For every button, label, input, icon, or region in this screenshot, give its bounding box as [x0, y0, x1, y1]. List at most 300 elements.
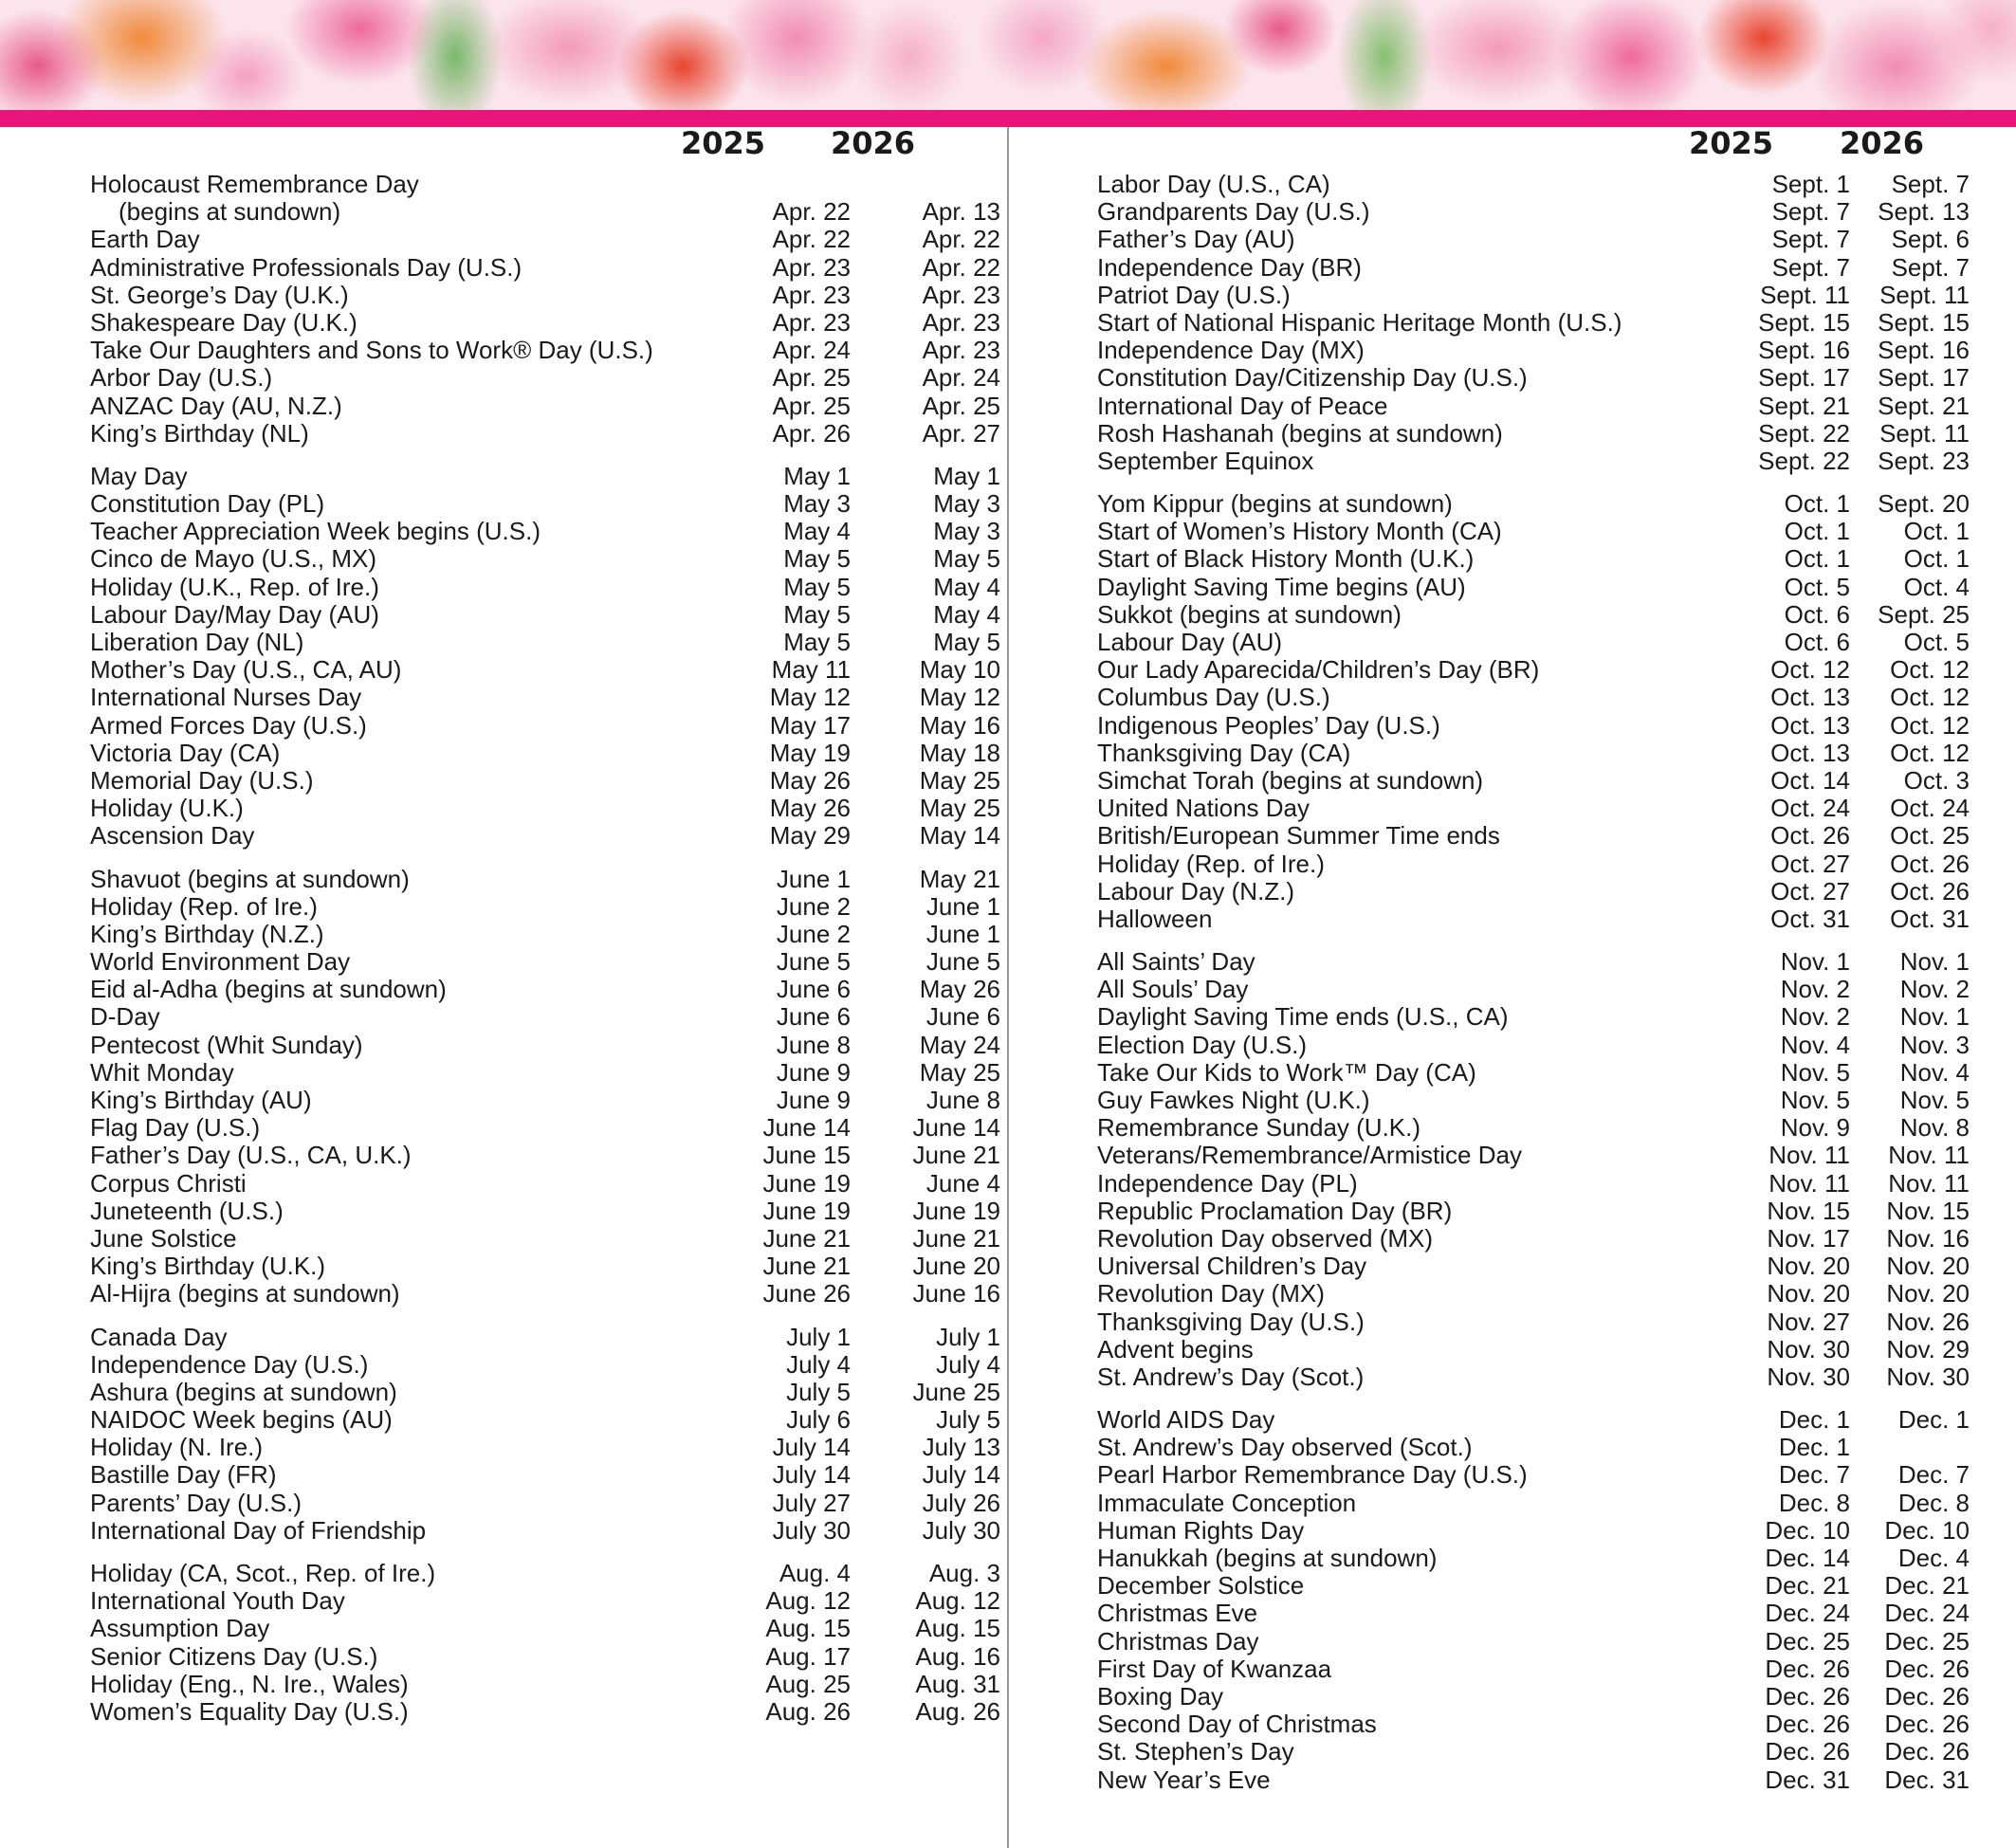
holiday-row: [90, 197, 1000, 227]
date-2026: Nov. 4: [1899, 1057, 1970, 1087]
holiday-row: [1097, 1168, 1970, 1198]
date-2026: Oct. 12: [1890, 655, 1970, 685]
date-2026: Sept. 13: [1878, 197, 1970, 227]
date-2025: Oct. 13: [1770, 710, 1850, 740]
holiday-row: [1097, 1544, 1970, 1572]
holiday-row: [90, 280, 1000, 309]
date-2026: Apr. 22: [922, 252, 1000, 282]
holiday-row: [1097, 225, 1970, 254]
date-2026: June 1: [926, 891, 1000, 921]
holiday-row: [1097, 544, 1970, 574]
holiday-name: Our Lady Aparecida/Children’s Day (BR): [1097, 655, 1540, 685]
date-2025: Apr. 26: [772, 418, 851, 448]
date-2026: Nov. 15: [1886, 1196, 1970, 1225]
date-2026: Oct. 26: [1890, 876, 1970, 906]
holiday-row: [1097, 599, 1970, 629]
date-2025: Nov. 30: [1767, 1362, 1850, 1391]
date-2025: Oct. 27: [1770, 849, 1850, 878]
date-2026: Oct. 31: [1890, 904, 1970, 933]
holiday-name: Yom Kippur (begins at sundown): [1097, 489, 1453, 519]
date-2026: Oct. 1: [1903, 517, 1970, 546]
holiday-name: Republic Proclamation Day (BR): [1097, 1196, 1453, 1225]
holiday-row: [1097, 446, 1970, 475]
holiday-name: Flag Day (U.S.): [90, 1113, 261, 1143]
date-2025: June 5: [776, 947, 851, 977]
date-2025: Apr. 23: [772, 280, 851, 309]
holiday-name: Constitution Day/Citizenship Day (U.S.): [1097, 363, 1528, 393]
date-2025: June 6: [776, 1002, 851, 1032]
date-2025: July 27: [772, 1488, 851, 1517]
holiday-name: Start of Black History Month (U.K.): [1097, 544, 1475, 574]
holiday-row: [90, 225, 1000, 254]
holiday-row: [90, 1168, 1000, 1198]
holiday-name: Al-Hijra (begins at sundown): [90, 1279, 400, 1308]
holiday-name: Ascension Day: [90, 821, 255, 851]
date-2025: Nov. 17: [1767, 1223, 1850, 1253]
date-2026: Sept. 17: [1878, 363, 1970, 393]
holiday-row: [90, 307, 1000, 337]
date-2025: June 15: [762, 1141, 851, 1170]
holiday-name: Sukkot (begins at sundown): [1097, 599, 1402, 629]
holiday-row: [90, 544, 1000, 574]
holiday-row: [1097, 628, 1970, 656]
holiday-row: [1097, 849, 1970, 878]
date-2026: Nov. 20: [1886, 1252, 1970, 1281]
holiday-name: Labour Day/May Day (AU): [90, 599, 379, 629]
holiday-row: [90, 1614, 1000, 1643]
holiday-name: King’s Birthday (U.K.): [90, 1252, 326, 1281]
date-2026: June 14: [912, 1113, 1000, 1143]
date-2026: July 13: [922, 1433, 1000, 1462]
date-2025: Nov. 11: [1769, 1141, 1850, 1170]
holiday-row: [90, 1322, 1000, 1351]
holiday-row: [90, 891, 1000, 921]
date-2026: Oct. 1: [1903, 544, 1970, 574]
holiday-name: Columbus Day (U.S.): [1097, 683, 1330, 712]
date-2026: Apr. 23: [922, 336, 1000, 365]
date-2025: May 26: [769, 794, 851, 823]
holiday-name: Start of National Hispanic Heritage Month (U.S.): [1097, 307, 1622, 337]
holiday-row: [1097, 947, 1970, 977]
date-2026: May 3: [933, 517, 1000, 546]
holiday-row: [1097, 1223, 1970, 1253]
date-2026: Dec. 26: [1884, 1710, 1970, 1739]
date-2025: Sept. 1: [1771, 170, 1850, 198]
date-2026: Sept. 7: [1891, 170, 1970, 198]
holiday-name: Arbor Day (U.S.): [90, 363, 273, 393]
holiday-row: [1097, 1362, 1970, 1391]
date-2025: June 19: [762, 1196, 851, 1225]
date-2025: July 5: [786, 1377, 851, 1406]
date-2026: June 4: [926, 1168, 1000, 1198]
holiday-row: [1097, 572, 1970, 601]
date-2026: May 3: [933, 489, 1000, 519]
date-2025: Nov. 15: [1767, 1196, 1850, 1225]
holiday-name: Holocaust Remembrance Day: [90, 170, 419, 198]
date-2026: Nov. 5: [1899, 1086, 1970, 1114]
holiday-name: Senior Citizens Day (U.S.): [90, 1641, 378, 1671]
date-2025: Apr. 23: [772, 252, 851, 282]
date-2025: Dec. 24: [1765, 1599, 1850, 1628]
holiday-row: [90, 628, 1000, 656]
holiday-name: Father’s Day (U.S., CA, U.K.): [90, 1141, 412, 1170]
date-2026: May 26: [919, 975, 1000, 1004]
date-2025: Dec. 7: [1778, 1460, 1850, 1490]
holiday-name: Father’s Day (AU): [1097, 225, 1295, 254]
holiday-name: Holiday (Rep. of Ire.): [1097, 849, 1325, 878]
date-2026: May 16: [919, 710, 1000, 740]
date-2025: May 29: [769, 821, 851, 851]
holiday-row: [90, 1349, 1000, 1379]
holiday-name: Labor Day (U.S., CA): [1097, 170, 1330, 198]
holiday-name: Veterans/Remembrance/Armistice Day: [1097, 1141, 1522, 1170]
holiday-row: [1097, 1113, 1970, 1143]
holiday-name: Take Our Daughters and Sons to Work® Day (U.S.): [90, 336, 653, 365]
holiday-row: [90, 864, 1000, 893]
holiday-row: [1097, 1460, 1970, 1490]
holiday-name: Independence Day (BR): [1097, 252, 1362, 282]
date-2026: Dec. 26: [1884, 1737, 1970, 1766]
holiday-name: D-Day: [90, 1002, 160, 1032]
date-2026: July 14: [922, 1460, 1000, 1490]
date-2026: Oct. 12: [1890, 738, 1970, 767]
holiday-name: Halloween: [1097, 904, 1213, 933]
holiday-name: Christmas Eve: [1097, 1599, 1258, 1628]
date-2025: Sept. 11: [1760, 280, 1850, 309]
date-2025: Oct. 6: [1784, 599, 1850, 629]
date-2025: May 4: [783, 517, 851, 546]
date-2026: Nov. 1: [1899, 1002, 1970, 1032]
holiday-name: Guy Fawkes Night (U.K.): [1097, 1086, 1370, 1114]
holiday-row: [90, 418, 1000, 448]
date-2026: Apr. 23: [922, 307, 1000, 337]
holiday-row: [90, 489, 1000, 519]
date-2026: Nov. 26: [1886, 1307, 1970, 1336]
holiday-name: Take Our Kids to Work™ Day (CA): [1097, 1057, 1476, 1087]
date-2026: Nov. 20: [1886, 1279, 1970, 1308]
holiday-name: Earth Day: [90, 225, 200, 254]
holiday-name: Shakespeare Day (U.K.): [90, 307, 357, 337]
date-2026: May 25: [919, 1057, 1000, 1087]
date-2025: Sept. 22: [1758, 418, 1850, 448]
date-2026: June 5: [926, 947, 1000, 977]
holiday-name: Patriot Day (U.S.): [1097, 280, 1291, 309]
holiday-row: [90, 1460, 1000, 1490]
holiday-row: [1097, 252, 1970, 282]
holiday-name: Holiday (Eng., N. Ire., Wales): [90, 1669, 409, 1698]
date-2025: June 8: [776, 1030, 851, 1059]
date-2025: Apr. 22: [772, 225, 851, 254]
holiday-name: Independence Day (U.S.): [90, 1349, 369, 1379]
date-2026: May 18: [919, 738, 1000, 767]
holiday-name: International Day of Peace: [1097, 391, 1388, 420]
holiday-name: Immaculate Conception: [1097, 1488, 1357, 1517]
date-2026: Oct. 24: [1890, 794, 1970, 823]
date-2026: June 21: [912, 1141, 1000, 1170]
holiday-row: [1097, 1571, 1970, 1601]
holiday-row: [90, 599, 1000, 629]
holiday-name: Ashura (begins at sundown): [90, 1377, 397, 1406]
holiday-name: Holiday (U.K., Rep. of Ire.): [90, 572, 379, 601]
date-2026: June 8: [926, 1086, 1000, 1114]
holiday-name: King’s Birthday (N.Z.): [90, 919, 324, 948]
holiday-row: [1097, 765, 1970, 795]
date-2025: Sept. 22: [1758, 446, 1850, 475]
date-2026: May 14: [919, 821, 1000, 851]
date-2025: Oct. 5: [1784, 572, 1850, 601]
date-2026: Sept. 11: [1879, 280, 1970, 309]
holiday-row: [1097, 794, 1970, 823]
holiday-row: [90, 765, 1000, 795]
holiday-row: [1097, 1030, 1970, 1059]
date-2025: Dec. 1: [1778, 1433, 1850, 1462]
holiday-row: [1097, 1710, 1970, 1739]
holiday-row: [90, 1252, 1000, 1281]
left-year-2026-header: 2026: [831, 125, 916, 161]
date-2026: Sept. 25: [1878, 599, 1970, 629]
holiday-row: [90, 1196, 1000, 1225]
holiday-row: [90, 1086, 1000, 1114]
date-2025: Dec. 31: [1765, 1765, 1850, 1794]
holiday-name: Thanksgiving Day (U.S.): [1097, 1307, 1365, 1336]
holiday-row: [1097, 280, 1970, 309]
holiday-name: Liberation Day (NL): [90, 628, 304, 656]
date-2025: May 3: [783, 489, 851, 519]
date-2026: Apr. 22: [922, 225, 1000, 254]
holiday-name: Grandparents Day (U.S.): [1097, 197, 1370, 227]
date-2026: May 5: [933, 544, 1000, 574]
holiday-row: [90, 1641, 1000, 1671]
right-holiday-list: [1097, 170, 1970, 1794]
holiday-row: [90, 572, 1000, 601]
date-2025: Dec. 8: [1778, 1488, 1850, 1517]
holiday-row: [90, 710, 1000, 740]
holiday-row: [90, 1002, 1000, 1032]
date-2026: Apr. 13: [922, 197, 1000, 227]
holiday-row: [90, 1433, 1000, 1462]
date-2026: May 24: [919, 1030, 1000, 1059]
holiday-row: [1097, 1086, 1970, 1114]
holiday-row: [1097, 307, 1970, 337]
holiday-name: St. Andrew’s Day (Scot.): [1097, 1362, 1365, 1391]
holiday-name: Women’s Equality Day (U.S.): [90, 1696, 409, 1726]
holiday-row: [90, 1113, 1000, 1143]
holiday-name: Holiday (CA, Scot., Rep. of Ire.): [90, 1559, 436, 1587]
date-2026: Nov. 16: [1886, 1223, 1970, 1253]
holiday-row: [90, 1030, 1000, 1059]
holiday-row: [1097, 1279, 1970, 1308]
date-2025: Aug. 26: [765, 1696, 851, 1726]
holiday-row: [1097, 391, 1970, 420]
date-2025: Dec. 25: [1765, 1626, 1850, 1656]
date-2025: Dec. 21: [1765, 1571, 1850, 1601]
date-2026: Dec. 4: [1897, 1544, 1970, 1572]
date-2026: Apr. 23: [922, 280, 1000, 309]
date-2025: Oct. 27: [1770, 876, 1850, 906]
holiday-row: [1097, 975, 1970, 1004]
holiday-name: Parents’ Day (U.S.): [90, 1488, 302, 1517]
date-2025: Dec. 10: [1765, 1515, 1850, 1545]
date-2025: Dec. 26: [1765, 1654, 1850, 1683]
holiday-row: [1097, 1057, 1970, 1087]
date-2025: May 5: [783, 544, 851, 574]
date-2026: May 4: [933, 599, 1000, 629]
holiday-row: [90, 975, 1000, 1004]
holiday-row: [90, 821, 1000, 851]
holiday-row: [90, 1377, 1000, 1406]
holiday-name: King’s Birthday (NL): [90, 418, 309, 448]
holiday-name: Indigenous Peoples’ Day (U.S.): [1097, 710, 1440, 740]
holiday-row: [1097, 170, 1970, 198]
date-2025: Nov. 4: [1780, 1030, 1850, 1059]
holiday-name: Daylight Saving Time ends (U.S., CA): [1097, 1002, 1509, 1032]
date-2025: May 5: [783, 628, 851, 656]
holiday-row: [1097, 1737, 1970, 1766]
holiday-row: [1097, 418, 1970, 448]
holiday-row: [90, 252, 1000, 282]
date-2025: May 1: [783, 461, 851, 490]
date-2026: Oct. 3: [1903, 765, 1970, 795]
date-2026: July 4: [936, 1349, 1000, 1379]
date-2025: June 6: [776, 975, 851, 1004]
date-2026: Apr. 25: [922, 391, 1000, 420]
date-2025: Sept. 7: [1771, 252, 1850, 282]
holiday-name: Independence Day (MX): [1097, 336, 1365, 365]
date-2025: June 9: [776, 1057, 851, 1087]
date-2025: Aug. 4: [779, 1559, 851, 1587]
date-2025: Nov. 5: [1780, 1057, 1850, 1087]
holiday-row: [1097, 710, 1970, 740]
holiday-name: International Day of Friendship: [90, 1515, 427, 1545]
date-2025: June 19: [762, 1168, 851, 1198]
date-2025: May 5: [783, 599, 851, 629]
date-2025: Sept. 15: [1758, 307, 1850, 337]
date-2026: July 26: [922, 1488, 1000, 1517]
date-2026: Sept. 16: [1878, 336, 1970, 365]
holiday-row: [1097, 1681, 1970, 1711]
holiday-row: [90, 683, 1000, 712]
holiday-name: St. Stephen’s Day: [1097, 1737, 1294, 1766]
date-2026: Sept. 15: [1878, 307, 1970, 337]
date-2026: May 12: [919, 683, 1000, 712]
holiday-name: May Day: [90, 461, 188, 490]
date-2026: Dec. 8: [1897, 1488, 1970, 1517]
date-2026: Sept. 23: [1878, 446, 1970, 475]
date-2025: June 26: [762, 1279, 851, 1308]
left-year-2025-header: 2025: [681, 125, 766, 161]
holiday-name: King’s Birthday (AU): [90, 1086, 312, 1114]
holiday-row: [1097, 517, 1970, 546]
holiday-name: All Souls’ Day: [1097, 975, 1249, 1004]
holiday-name: Universal Children’s Day: [1097, 1252, 1367, 1281]
date-2026: June 16: [912, 1279, 1000, 1308]
holiday-name: Administrative Professionals Day (U.S.): [90, 252, 522, 282]
holiday-row: [90, 1141, 1000, 1170]
holiday-name: New Year’s Eve: [1097, 1765, 1271, 1794]
date-2026: July 30: [922, 1515, 1000, 1545]
holiday-name: September Equinox: [1097, 446, 1314, 475]
holiday-name: Hanukkah (begins at sundown): [1097, 1544, 1438, 1572]
date-2025: Apr. 25: [772, 363, 851, 393]
holiday-row: [1097, 363, 1970, 393]
date-2025: June 2: [776, 919, 851, 948]
holiday-name: (begins at sundown): [119, 197, 341, 227]
date-2026: Nov. 29: [1886, 1334, 1970, 1363]
holiday-row: [1097, 655, 1970, 685]
holiday-name: Independence Day (PL): [1097, 1168, 1358, 1198]
holiday-row: [1097, 489, 1970, 519]
date-2026: June 1: [926, 919, 1000, 948]
date-2026: June 20: [912, 1252, 1000, 1281]
date-2025: Oct. 12: [1770, 655, 1850, 685]
date-2025: June 2: [776, 891, 851, 921]
date-2025: Nov. 20: [1767, 1279, 1850, 1308]
date-2026: June 6: [926, 1002, 1000, 1032]
date-2025: Apr. 25: [772, 391, 851, 420]
date-2025: Nov. 2: [1780, 975, 1850, 1004]
date-2026: Oct. 12: [1890, 710, 1970, 740]
date-2025: Aug. 15: [765, 1614, 851, 1643]
holiday-row: [90, 1586, 1000, 1616]
holiday-row: [90, 1223, 1000, 1253]
date-2026: Dec. 31: [1884, 1765, 1970, 1794]
holiday-name: Armed Forces Day (U.S.): [90, 710, 367, 740]
date-2025: Dec. 14: [1765, 1544, 1850, 1572]
holiday-name: Constitution Day (PL): [90, 489, 325, 519]
date-2026: May 21: [919, 864, 1000, 893]
holiday-name: Second Day of Christmas: [1097, 1710, 1377, 1739]
holiday-name: First Day of Kwanzaa: [1097, 1654, 1332, 1683]
holiday-row: [1097, 1405, 1970, 1435]
holiday-name: Pentecost (Whit Sunday): [90, 1030, 363, 1059]
holiday-name: Labour Day (AU): [1097, 628, 1283, 656]
holiday-row: [1097, 1307, 1970, 1336]
date-2026: Oct. 26: [1890, 849, 1970, 878]
date-2025: Dec. 1: [1778, 1405, 1850, 1435]
date-2025: July 6: [786, 1405, 851, 1435]
holiday-name: NAIDOC Week begins (AU): [90, 1405, 393, 1435]
holiday-name: All Saints’ Day: [1097, 947, 1255, 977]
holiday-name: Canada Day: [90, 1322, 228, 1351]
holiday-name: Christmas Day: [1097, 1626, 1259, 1656]
date-2026: May 25: [919, 794, 1000, 823]
date-2025: Nov. 1: [1780, 947, 1850, 977]
date-2026: Nov. 11: [1888, 1141, 1970, 1170]
date-2025: Sept. 21: [1758, 391, 1850, 420]
date-2026: Aug. 12: [915, 1586, 1000, 1616]
date-2026: Nov. 8: [1899, 1113, 1970, 1143]
holiday-name: Human Rights Day: [1097, 1515, 1305, 1545]
holiday-name: Holiday (Rep. of Ire.): [90, 891, 318, 921]
date-2026: May 1: [933, 461, 1000, 490]
date-2025: Oct. 31: [1770, 904, 1850, 933]
date-2025: Sept. 7: [1771, 197, 1850, 227]
date-2026: Oct. 5: [1903, 628, 1970, 656]
holiday-row: [1097, 1334, 1970, 1363]
date-2025: May 19: [769, 738, 851, 767]
holiday-row: [1097, 1599, 1970, 1628]
holiday-name: Memorial Day (U.S.): [90, 765, 314, 795]
date-2025: Oct. 24: [1770, 794, 1850, 823]
holiday-row: [90, 461, 1000, 490]
date-2026: Aug. 26: [915, 1696, 1000, 1726]
holiday-row: [1097, 1765, 1970, 1794]
date-2025: June 1: [776, 864, 851, 893]
holiday-row: [90, 171, 915, 198]
date-2025: May 11: [771, 655, 851, 685]
date-2026: Dec. 26: [1884, 1681, 1970, 1711]
holiday-name: British/European Summer Time ends: [1097, 821, 1500, 851]
